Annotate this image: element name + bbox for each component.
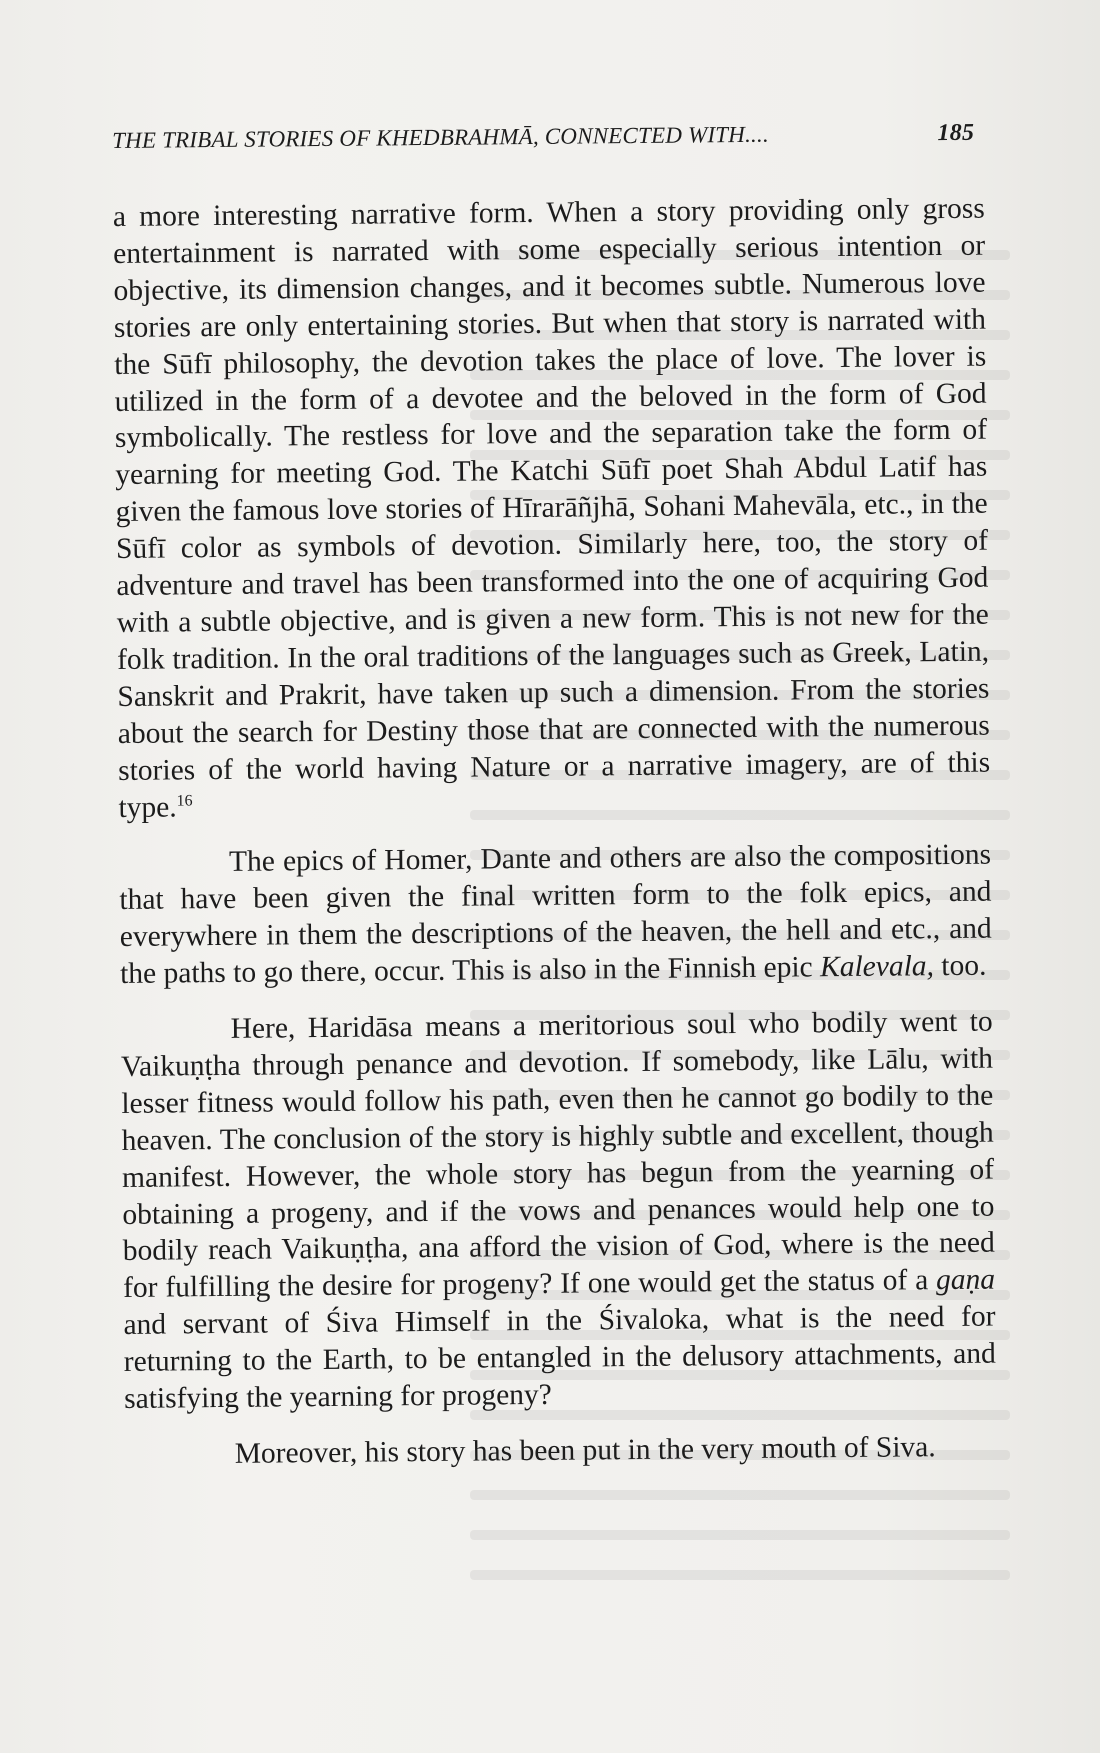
running-head (112, 120, 984, 155)
page-content (112, 120, 997, 1493)
paragraph-3-text-start: Here, Haridāsa means a meritorious soul who bodily went to Vaikuṇṭha through penance and devotion. If somebody, like Lālu, with lesser fitness would follow his path, even then he cannot go bodily to the heaven. The conclusion of the story is highly subtle and excellent, though manifest. However, the whole story has begun from the yearning of obtaining a progeny, and if the vows and penances would help one to bodily reach Vaikuṇṭha, ana afford the vision of God, where is the need for fulfilling the desire for progeny? If one would get the status of a (120, 1005, 995, 1305)
italic-title-kalevala: Kalevala, (819, 950, 935, 984)
paragraph-1-text: a more interesting narrative form. When a story providing only gross entertainment is narrated with some especially serious intention or objective, its dimension changes, and it becomes subtle. Numerous love stories are only entertaining stories. But when that story is narrated with the Sūfī philosophy, the devotion takes the place of love. The lover is utilized in the form of a devotee and the beloved in the form of God symbolically. The restless for love and the separation take the form of yearning for meeting God. The Katchi Sūfī poet Shah Abdul Latif has given the famous love stories of Hīrarāñjhā, Sohani Mahevāla, etc., in the Sūfī color as symbols of devotion. Similarly here, too, the story of adventure and travel has been transformed into the one of acquiring God with a subtle objective, and is given a new form. This is not new for the folk tradition. In the oral traditions of the languages such as Greek, Latin, Sanskrit and Prakrit, have taken up such a dimension. From the stories about the search for Destiny those that are connected with the numerous stories of the world having Nature or a narrative imagery, are of this type. (112, 192, 991, 824)
italic-term-gana: gaṇa (935, 1263, 996, 1297)
paragraph-4 (125, 1429, 997, 1474)
paragraph-2-text-start: The epics of Homer, Dante and others are also the compositions that have been given the final written form to the folk epics, and everywhere in them the descriptions of the heaven, the hell and etc., and the paths to go there, occur. This is also in the Finnish epic (119, 839, 992, 991)
running-head-title: THE TRIBAL STORIES OF KHEDBRAHMĀ, CONNECTED WITH.... (112, 121, 769, 153)
page-number: 185 (937, 119, 975, 147)
body-text (113, 191, 997, 1474)
paragraph-1 (113, 191, 991, 827)
paragraph-4-text: Moreover, his story has been put in the very mouth of Siva. (234, 1431, 936, 1470)
footnote-reference: 16 (176, 791, 193, 810)
paragraph-2 (119, 837, 992, 993)
paragraph-3 (120, 1004, 996, 1418)
paragraph-2-text-end: too. (933, 949, 987, 983)
paragraph-3-text-end: and servant of Śiva Himself in the Śivaloka, what is the need for returning to the Earth, to be entangled in the delusory attachments, and satisfying the yearning for progeny? (123, 1300, 996, 1416)
